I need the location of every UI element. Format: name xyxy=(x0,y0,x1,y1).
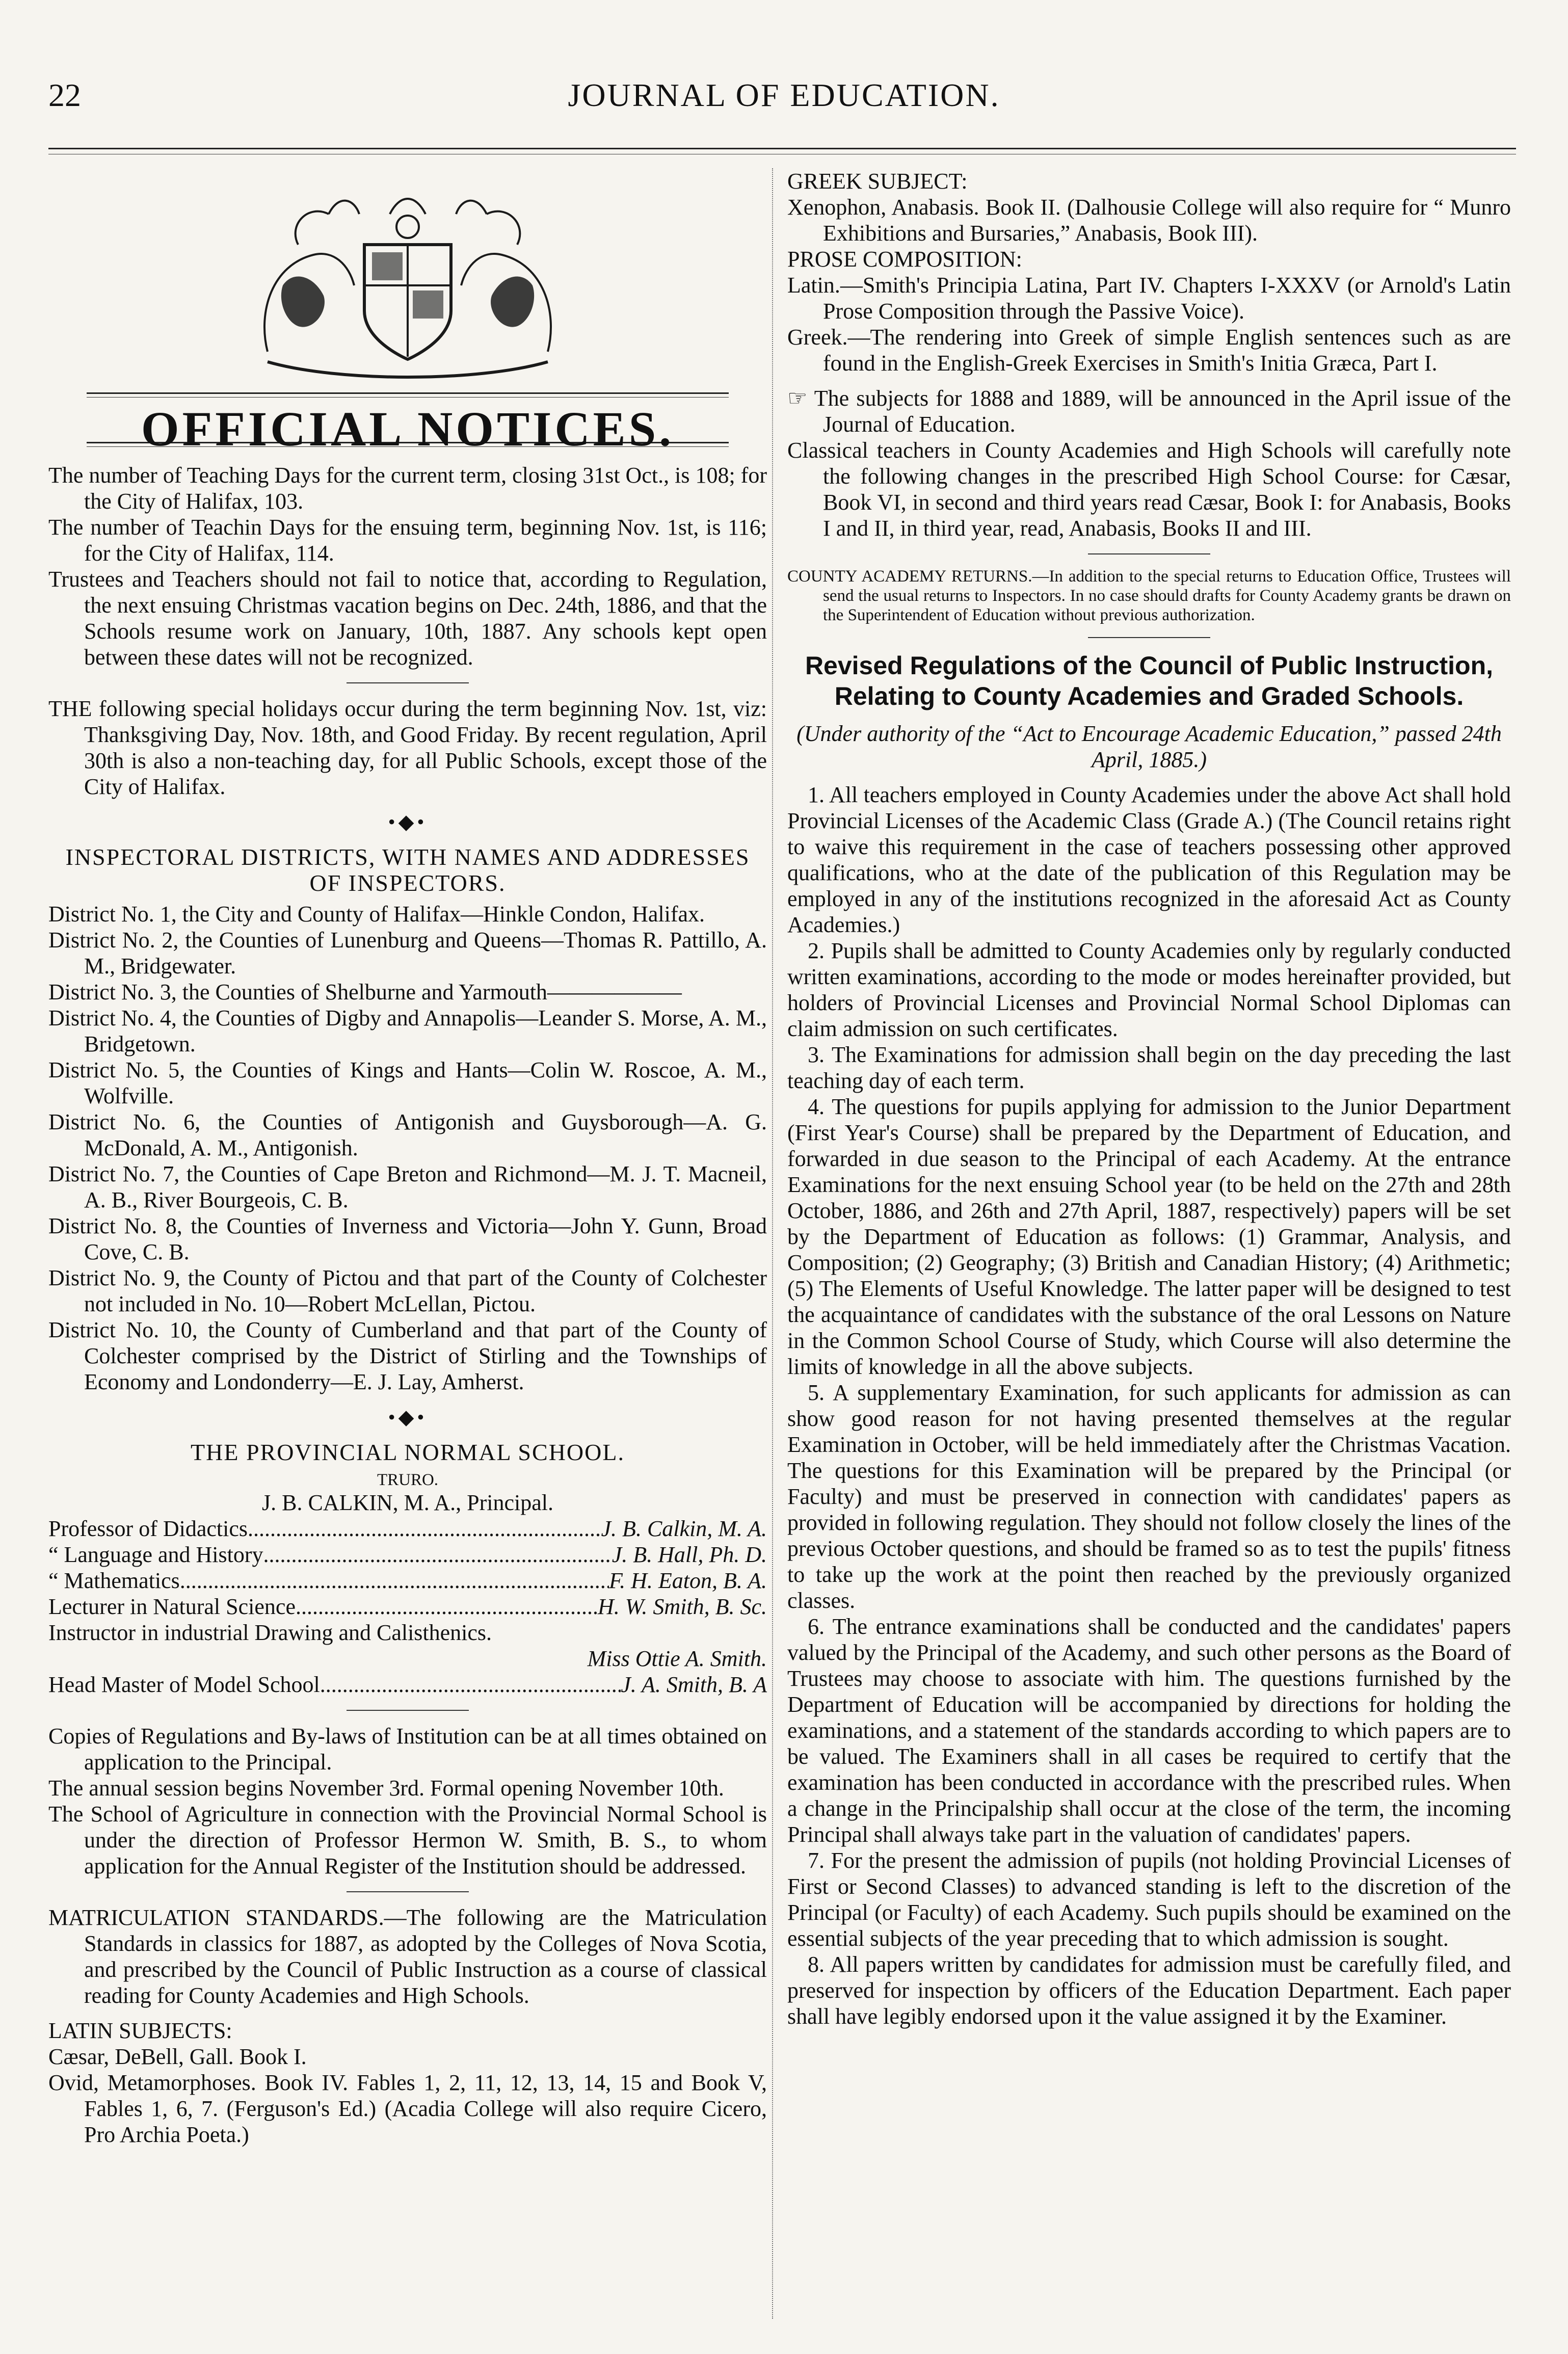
regulations-list xyxy=(787,782,1511,2029)
normal-school-paragraph: The School of Agriculture in connection with the Provincial Normal School is under the direction of Professor Hermon W. Smith, B. S., to whom application for the Annual Register of the Institution should be addressed. xyxy=(48,1802,767,1879)
regulation-item: 2. Pupils shall be admitted to County Academies only by regularly conducted written examinations, according to the mode or modes hereinafter provided, but holders of Provincial Licenses and Provincial Normal School Diplomas can claim admission on such certificates. xyxy=(787,938,1511,1041)
staff-role: Lecturer in Natural Science xyxy=(48,1594,296,1619)
column-divider xyxy=(772,168,773,2319)
drawing-instructor-line: Instructor in industrial Drawing and Calisthenics. xyxy=(48,1620,492,1645)
page-number: 22 xyxy=(48,77,81,113)
regulation-item: 3. The Examinations for admission shall begin on the day preceding the last teaching day of each term. xyxy=(787,1042,1511,1093)
district-item: District No. 3, the Counties of Shelburne and Yarmouth—————— xyxy=(48,980,682,1004)
classical-teachers-note: Classical teachers in County Academies and High Schools will carefully note the following changes in the prescribed High School Course: for Cæsar, Book VI, in second and third years read Cæsar, Book I: for Anabasis, Books I and II, in third year, read, Anabasis, Books II and III. xyxy=(787,438,1511,541)
staff-role: “ Mathematics xyxy=(48,1568,180,1593)
district-item: District No. 5, the Counties of Kings and Hants—Colin W. Roscoe, A. M., Wolfville. xyxy=(48,1057,767,1108)
staff-role: Professor of Didactics xyxy=(48,1516,248,1541)
normal-school-paragraph: The annual session begins November 3rd. Formal opening November 10th. xyxy=(48,1776,724,1801)
left-column xyxy=(48,168,767,2148)
christmas-vacation-notice: Trustees and Teachers should not fail to notice that, according to Regulation, the next ensuing Christmas vacation begins on Dec. 24th, 1886, and that the Schools resume work on January, 10th, 1887. Any schools kept open between these dates will not be recognized. xyxy=(48,567,767,670)
district-item: District No. 10, the County of Cumberland and that part of the County of Colchester comprised by the District of Stirling and the Townships of Economy and Londonderry—E. J. Lay, Amherst. xyxy=(48,1317,767,1394)
running-head xyxy=(0,76,1568,133)
revised-regulations-heading: Revised Regulations of the Council of Public Instruction, Relating to County Academies and Graded Schools. xyxy=(805,651,1494,710)
section-separator xyxy=(347,1891,469,1892)
staff-name: H. W. Smith, B. Sc. xyxy=(597,1594,767,1619)
right-column xyxy=(787,168,1511,2029)
regulation-item: 7. For the present the admission of pupils (not holding Provincial Licenses of First or Second Classes) to advanced standing is left to the discretion of the Principal (or Faculty) of each Academy. Such pupils should be examined on the essential subjects of the year preceding that to which admission is sought. xyxy=(787,1848,1511,1951)
staff-row xyxy=(48,1672,767,1698)
district-item: District No. 8, the Counties of Inverness and Victoria—John Y. Gunn, Broad Cove, C. B. xyxy=(48,1213,767,1264)
journal-title: JOURNAL OF EDUCATION. xyxy=(568,77,1000,113)
district-item: District No. 7, the Counties of Cape Breton and Richmond—M. J. T. Macneil, A. B., River Bourgeois, C. B. xyxy=(48,1161,767,1212)
prose-greek: Greek.—The rendering into Greek of simple English sentences such as are found in the English-Greek Exercises in Smith's Initia Græca, Part I. xyxy=(787,325,1511,376)
staff-role: Head Master of Model School xyxy=(48,1672,320,1697)
staff-row xyxy=(48,1594,767,1620)
district-item: District No. 1, the City and County of Halifax—Hinkle Condon, Halifax. xyxy=(48,902,705,927)
subjects-announcement: ☞ The subjects for 1888 and 1889, will be announced in the April issue of the Journal of Education. xyxy=(787,386,1511,437)
district-item: District No. 4, the Counties of Digby and Annapolis—Leander S. Morse, A. M., Bridgetown. xyxy=(48,1006,767,1056)
matriculation-lead: MATRICULATION STANDARDS. xyxy=(48,1905,384,1930)
prose-composition-heading: PROSE COMPOSITION: xyxy=(787,247,1022,272)
regulation-item: 8. All papers written by candidates for admission must be carefully filed, and preserved for inspection by officers of the Education Department. Each paper shall have legibly endorsed upon it the value assigned it by the Examiner. xyxy=(787,1952,1511,2029)
section-separator xyxy=(1088,553,1210,554)
latin-subject: Cæsar, DeBell, Gall. Book I. xyxy=(48,2044,307,2069)
normal-school-paragraph: Copies of Regulations and By-laws of Institution can be at all times obtained on application to the Principal. xyxy=(48,1724,767,1775)
coat-of-arms-illustration xyxy=(48,168,767,392)
matriculation-paragraph xyxy=(48,1905,767,2008)
district-item: District No. 9, the County of Pictou and that part of the County of Colchester not included in No. 10—Robert McLellan, Pictou. xyxy=(48,1265,767,1316)
matriculation-text: —The following are the Matriculation Standards in classics for 1887, as adopted by the Colleges of Nova Scotia, and prescribed by the Council of Public Instruction as a course of classical reading for County Academies and High Schools. xyxy=(84,1905,767,2008)
district-list xyxy=(48,901,767,1395)
staff-name: F. H. Eaton, B. A. xyxy=(608,1568,767,1593)
regulation-item: 6. The entrance examinations shall be conducted and the candidates' papers valued by the Principal of the Academy, and such other persons as the Board of Trustees may choose to associate with him. The questions furnished by the Department of Education will be accompanied by directions for holding the examinations, and a statement of the standards according to which papers are to be valued. The Examiners shall in all cases be required to certify that the examination has been conducted in accordance with the prescribed rules. When a change in the Principalship shall occur at the close of the term, the incoming Principal shall always take part in the valuation of candidates' papers. xyxy=(787,1614,1511,1847)
coat-of-arms-icon xyxy=(237,183,578,387)
holidays-notice: THE following special holidays occur during the term beginning Nov. 1st, viz: Thanksgiving Day, Nov. 18th, and Good Friday. By recent regulation, April 30th is also a non-teaching day, for all Public Schools, except those of the City of Halifax. xyxy=(48,696,767,799)
title-rule xyxy=(87,392,729,398)
section-separator xyxy=(347,1710,469,1711)
ornament-divider: •◆• xyxy=(388,810,428,833)
normal-school-principal: J. B. CALKIN, M. A., Principal. xyxy=(262,1490,553,1515)
staff-name: J. A. Smith, B. A xyxy=(621,1672,767,1697)
teaching-days-ensuing: The number of Teachin Days for the ensuing term, beginning Nov. 1st, is 116; for the City of Halifax, 114. xyxy=(48,515,767,566)
section-separator xyxy=(347,682,469,683)
section-separator xyxy=(1088,637,1210,638)
drawing-instructor-name: Miss Ottie A. Smith. xyxy=(587,1646,767,1671)
latin-subjects-heading: LATIN SUBJECTS: xyxy=(48,2018,232,2043)
teaching-days-current: The number of Teaching Days for the current term, closing 31st Oct., is 108; for the City of Halifax, 103. xyxy=(48,463,767,514)
district-item: District No. 6, the Counties of Antigonish and Guysborough—A. G. McDonald, A. M., Antigonish. xyxy=(48,1109,767,1160)
district-item: District No. 2, the Counties of Lunenburg and Queens—Thomas R. Pattillo, A. M., Bridgewater. xyxy=(48,928,767,978)
staff-row xyxy=(48,1568,767,1594)
regulation-item: 4. The questions for pupils applying for admission to the Junior Department (First Year's Course) shall be prepared by the Department of Education, and forwarded in due season to the Principal of each Academy. At the entrance Examinations for the next ensuing School year (to be held on the 27th and 28th October, 1886, and 26th and 27th April, 1887, respectively) papers will be set by the Department of Education as follows: (1) Grammar, Analysis, and Composition; (2) Geography; (3) British and Canadian History; (4) Arithmetic; (5) The Elements of Useful Knowledge. The latter paper will be designed to test the acquaintance of candidates with the substance of the oral Lessons on Nature in the Common School Course of Study, which Course will also determine the limits of knowledge in all the above subjects. xyxy=(787,1094,1511,1379)
staff-name: J. B. Hall, Ph. D. xyxy=(612,1542,767,1567)
staff-row xyxy=(48,1516,767,1542)
staff-row xyxy=(48,1542,767,1568)
revised-authority: (Under authority of the “Act to Encourage Academic Education,” passed 24th April, 1885.) xyxy=(796,721,1502,772)
regulation-item: 1. All teachers employed in County Academies under the above Act shall hold Provincial Licenses of the Academic Class (Grade A.) (The Council retains right to waive this requirement in the case of teachers possessing other approved qualifications, who at the date of the publication of this Regulation may be employed in any of the institutions recognized in the aforesaid Act as County Academies.) xyxy=(787,782,1511,937)
header-rule xyxy=(48,148,1516,149)
staff-name: J. B. Calkin, M. A. xyxy=(601,1516,767,1541)
official-notices-title: OFFICIAL NOTICES. xyxy=(141,402,675,456)
greek-subject-heading: GREEK SUBJECT: xyxy=(787,169,968,194)
regulation-item: 5. A supplementary Examination, for such applicants for admission as can show good reason for not having presented themselves at the regular Examination in October, will be held immediately after the Christmas Vacation. The questions for this Examination will be prepared by the Principal (or Faculty) and must be preserved in connection with candidates' papers as provided in following regulation. They should not follow closely the lines of the previous October questions, and should be framed so as to test the pupils' fitness to take up the work at the point then reached by the previously organized classes. xyxy=(787,1380,1511,1613)
county-academy-returns: COUNTY ACADEMY RETURNS.—In addition to the special returns to Education Office, Trustees will send the usual returns to Inspectors. In no case should drafts for County Academy grants be drawn on the Superintendent of Education without previous authorization. xyxy=(787,567,1511,624)
teaching-days-notices xyxy=(48,462,767,670)
ornament-divider: •◆• xyxy=(388,1406,428,1429)
staff-list xyxy=(48,1516,767,1698)
normal-school-place: TRURO. xyxy=(377,1471,439,1489)
prose-latin: Latin.—Smith's Principia Latina, Part IV. Chapters I-XXXV (or Arnold's Latin Prose Composition through the Passive Voice). xyxy=(787,273,1511,324)
districts-heading: INSPECTORAL DISTRICTS, WITH NAMES AND ADDRESSES OF INSPECTORS. xyxy=(65,844,750,896)
staff-role: “ Language and History xyxy=(48,1542,263,1567)
latin-subject: Ovid, Metamorphoses. Book IV. Fables 1, 2, 11, 12, 13, 14, 15 and Book V, Fables 1, 6, 7. (Ferguson's Ed.) (Acadia College will also require Cicero, Pro Archia Poeta.) xyxy=(48,2070,767,2147)
normal-school-heading: THE PROVINCIAL NORMAL SCHOOL. xyxy=(191,1439,625,1465)
greek-subject: Xenophon, Anabasis. Book II. (Dalhousie College will also require for “ Munro Exhibitions and Bursaries,” Anabasis, Book III). xyxy=(787,195,1511,246)
